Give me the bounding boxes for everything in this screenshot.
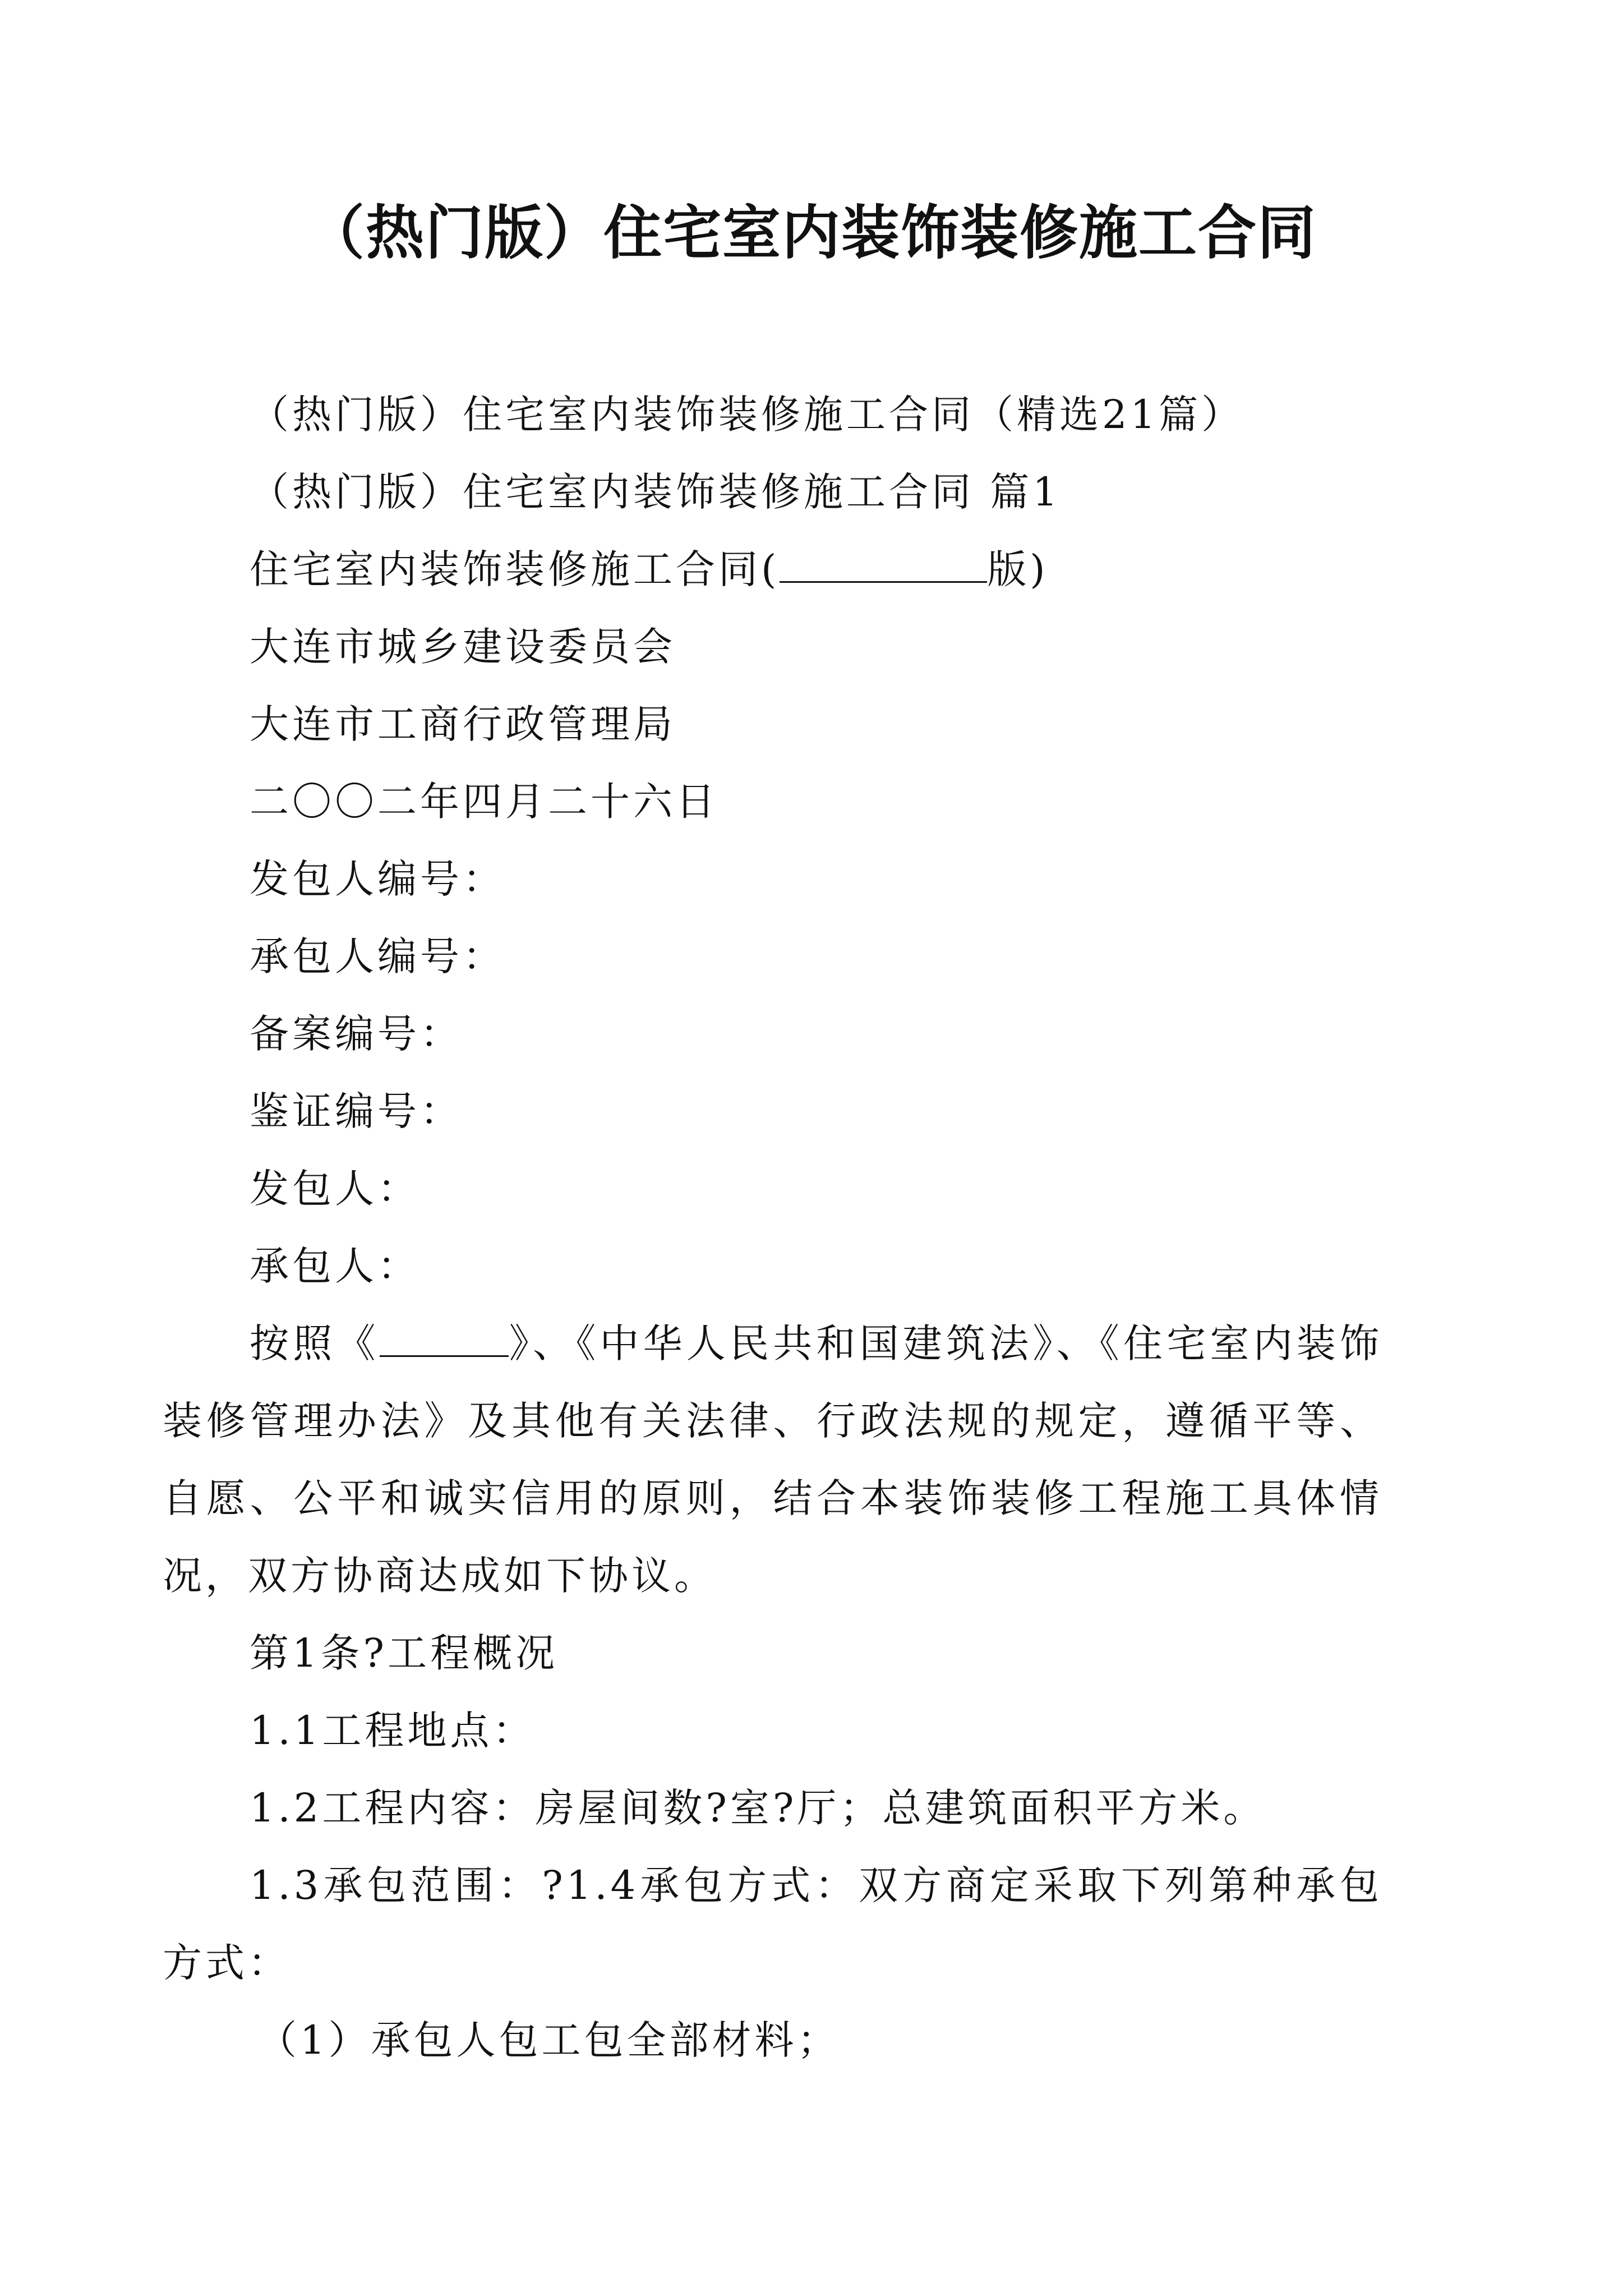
contract-name-line [250, 531, 1382, 608]
option-1: （1）承包人包工包全部材料； [257, 2017, 840, 2063]
part-heading: （热门版）住宅室内装饰装修施工合同 篇1 [250, 469, 1061, 515]
subtitle-line: （热门版）住宅室内装饰装修施工合同（精选21篇） [250, 392, 1244, 438]
employer-number-line: 发包人编号： [250, 856, 505, 902]
document-title: （热门版）住宅室内装饰装修施工合同 [306, 199, 1317, 267]
preamble-prefix: 按照《 [250, 1320, 380, 1366]
contractor-line: 承包人： [250, 1243, 420, 1289]
issuer-line-2: 大连市工商行政管理局 [250, 701, 676, 747]
verification-number-line: 鉴证编号： [250, 1088, 463, 1134]
filing-number-line: 备案编号： [250, 1011, 463, 1057]
item-1-1: 1.1工程地点： [250, 1708, 536, 1754]
contractor-number-line: 承包人编号： [250, 933, 505, 979]
employer-line: 发包人： [250, 1166, 420, 1212]
preamble-paragraph [163, 1305, 1382, 1614]
contract-name-prefix: 住宅室内装饰装修施工合同( [250, 546, 780, 592]
issuer-line-1: 大连市城乡建设委员会 [250, 624, 676, 670]
version-blank [780, 549, 987, 583]
article-1-heading: 第1条?工程概况 [250, 1630, 559, 1676]
issue-date: 二〇〇二年四月二十六日 [250, 779, 718, 825]
document-body [163, 376, 1383, 2079]
contract-name-suffix: 版) [987, 546, 1049, 592]
item-1-2: 1.2工程内容：房屋间数?室?厅；总建筑面积平方米。 [250, 1785, 1266, 1831]
item-1-3: 1.3承包范围：?1.4承包方式：双方商定采取下列第种承包方式： [163, 1862, 1382, 1986]
law-name-blank [380, 1323, 509, 1357]
preamble-rest: 》、《中华人民共和国建筑法》、《住宅室内装饰装修管理办法》及其他有关法律、行政法规的规定，遵循平等、自愿、公平和诚实信用的原则，结合本装饰装修工程施工具体情况，双方协商达成如下协议。 [163, 1320, 1383, 1599]
